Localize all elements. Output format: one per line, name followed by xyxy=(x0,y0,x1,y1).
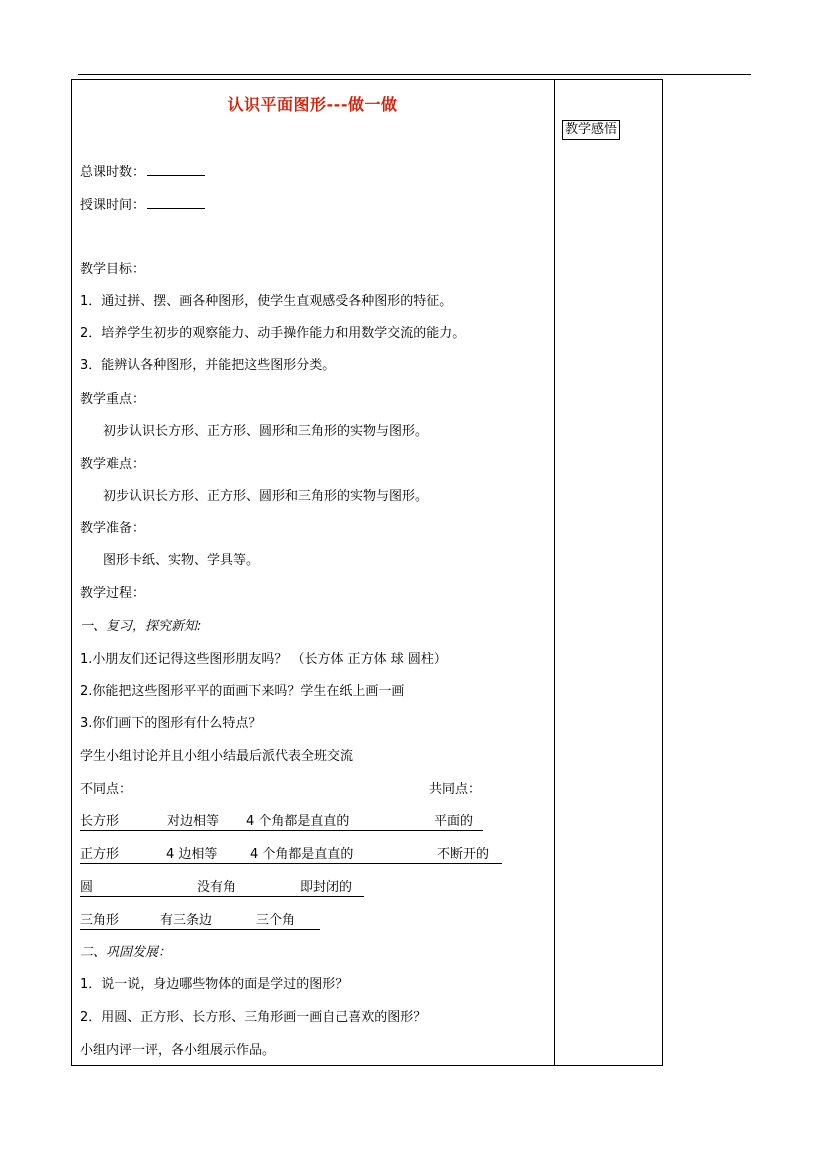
practice-1: 1．说一说，身边哪些物体的面是学过的图形？ xyxy=(80,977,349,992)
discussion-text: 学生小组讨论并且小组小结最后派代表全班交流 xyxy=(80,749,354,764)
shape-feature: 有三条边 xyxy=(160,913,213,928)
goal-item: 3．能辨认各种图形，并能把这些图形分类。 xyxy=(80,358,336,373)
shape-feature: 没有角 xyxy=(197,880,237,895)
row-underline xyxy=(80,896,364,897)
shape-feature: 4 边相等 xyxy=(166,847,218,862)
shape-name: 长方形 xyxy=(80,814,120,829)
diff-label: 不同点： xyxy=(80,782,133,797)
shape-name: 圆 xyxy=(80,880,94,895)
key-points-heading: 教学重点： xyxy=(80,392,146,407)
row-underline xyxy=(80,929,320,930)
column-divider xyxy=(554,79,555,1066)
section-heading: 一、复习，探究新知: xyxy=(80,619,202,634)
difficulties-heading: 教学难点： xyxy=(80,457,146,472)
goal-item: 2．培养学生初步的观察能力、动手操作能力和用数学交流的能力。 xyxy=(80,326,466,341)
section-heading: 二、巩固发展： xyxy=(80,945,172,960)
page-title: 认识平面图形---做一做 xyxy=(227,95,398,114)
shape-feature: 4 个角都是直直的 xyxy=(246,814,350,829)
row-underline xyxy=(80,830,483,831)
preparation-text: 图形卡纸、实物、学具等。 xyxy=(103,553,260,568)
question-2: 2.你能把这些图形平平的面画下来吗？学生在纸上画一画 xyxy=(80,684,405,699)
same-label: 共同点： xyxy=(429,782,482,797)
total-hours-blank xyxy=(147,163,205,176)
goal-item: 1．通过拼、摆、画各种图形，使学生直观感受各种图形的特征。 xyxy=(80,294,453,309)
total-hours-row xyxy=(80,163,205,182)
row-underline xyxy=(80,863,502,864)
teach-time-row xyxy=(80,196,205,215)
common-feature: 平面的 xyxy=(434,814,474,829)
process-heading: 教学过程： xyxy=(80,586,146,601)
shape-name: 三角形 xyxy=(80,913,120,928)
side-note-label: 教学感悟 xyxy=(562,120,620,140)
question-3: 3.你们画下的图形有什么特点？ xyxy=(80,716,262,731)
common-feature: 不断开的 xyxy=(437,847,490,862)
teach-time-blank xyxy=(147,196,205,209)
practice-2: 2．用圆、正方形、长方形、三角形画一画自己喜欢的图形？ xyxy=(80,1010,427,1025)
shape-feature: 4 个角都是直直的 xyxy=(250,847,354,862)
goals-heading: 教学目标： xyxy=(80,262,146,277)
preparation-heading: 教学准备： xyxy=(80,521,146,536)
shape-feature: 即封闭的 xyxy=(300,880,353,895)
header-rule xyxy=(78,74,751,75)
difficulties-text: 初步认识长方形、正方形、圆形和三角形的实物与图形。 xyxy=(103,489,429,504)
question-1: 1.小朋友们还记得这些图形朋友吗？ （长方体 正方体 球 圆柱） xyxy=(80,652,447,667)
teach-time-label: 授课时间： xyxy=(80,198,146,213)
key-points-text: 初步认识长方形、正方形、圆形和三角形的实物与图形。 xyxy=(103,424,429,439)
shape-feature: 三个角 xyxy=(256,913,296,928)
practice-3: 小组内评一评，各小组展示作品。 xyxy=(80,1043,276,1058)
shape-feature: 对边相等 xyxy=(167,814,220,829)
total-hours-label: 总课时数： xyxy=(80,165,146,180)
shape-name: 正方形 xyxy=(80,847,120,862)
